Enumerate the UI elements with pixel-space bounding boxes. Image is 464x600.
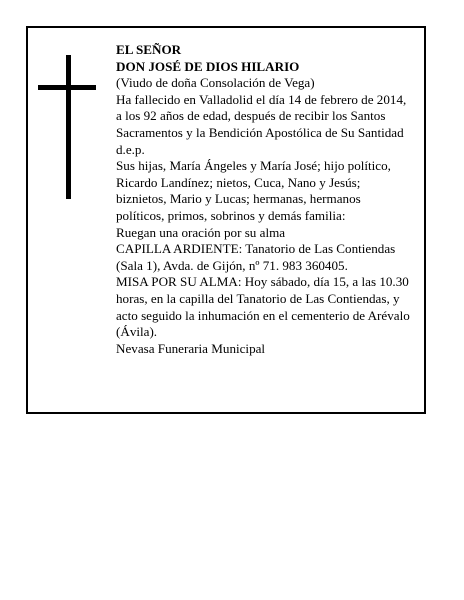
family-line: Ricardo Landínez; nietos, Cuca, Nano y Jesús; <box>116 174 361 190</box>
latin-cross-icon <box>38 55 96 199</box>
mass-line: horas, en la capilla del Tanatorio de Las Contiendas, y <box>116 290 400 306</box>
family-line: Sus hijas, María Ángeles y María José; hijo político, <box>116 158 391 174</box>
mass-line: (Ávila). <box>116 324 158 340</box>
rip-line: d.e.p. <box>116 141 145 157</box>
funeral-home: Nevasa Funeraria Municipal <box>116 340 266 356</box>
death-details-line: Ha fallecido en Valladolid el día 14 de febrero de 2014, <box>116 91 407 107</box>
mass-line: acto seguido la inhumación en el cementerio de Arévalo <box>116 307 410 323</box>
mass-line: MISA POR SU ALMA: Hoy sábado, día 15, a las 10.30 <box>116 274 409 290</box>
deceased-name: DON JOSÉ DE DIOS HILARIO <box>116 58 300 74</box>
death-details-line: Sacramentos y la Bendición Apostólica de Su Santidad <box>116 124 404 140</box>
widow-note: (Viudo de doña Consolación de Vega) <box>116 75 315 91</box>
cross-horizontal-bar <box>38 85 96 90</box>
prayer-request: Ruegan una oración por su alma <box>116 224 286 240</box>
chapel-line: (Sala 1), Avda. de Gijón, nº 71. 983 360405. <box>116 257 348 273</box>
death-details-line: a los 92 años de edad, después de recibir los Santos <box>116 108 386 124</box>
notice-text <box>116 42 426 357</box>
cross-vertical-bar <box>66 55 71 199</box>
obituary-notice <box>26 26 426 414</box>
family-line: políticos, primos, sobrinos y demás familia: <box>116 207 346 223</box>
family-line: biznietos, Mario y Lucas; hermanas, hermanos <box>116 191 361 207</box>
chapel-line: CAPILLA ARDIENTE: Tanatorio de Las Contiendas <box>116 241 396 257</box>
deceased-title: EL SEÑOR <box>116 42 182 57</box>
